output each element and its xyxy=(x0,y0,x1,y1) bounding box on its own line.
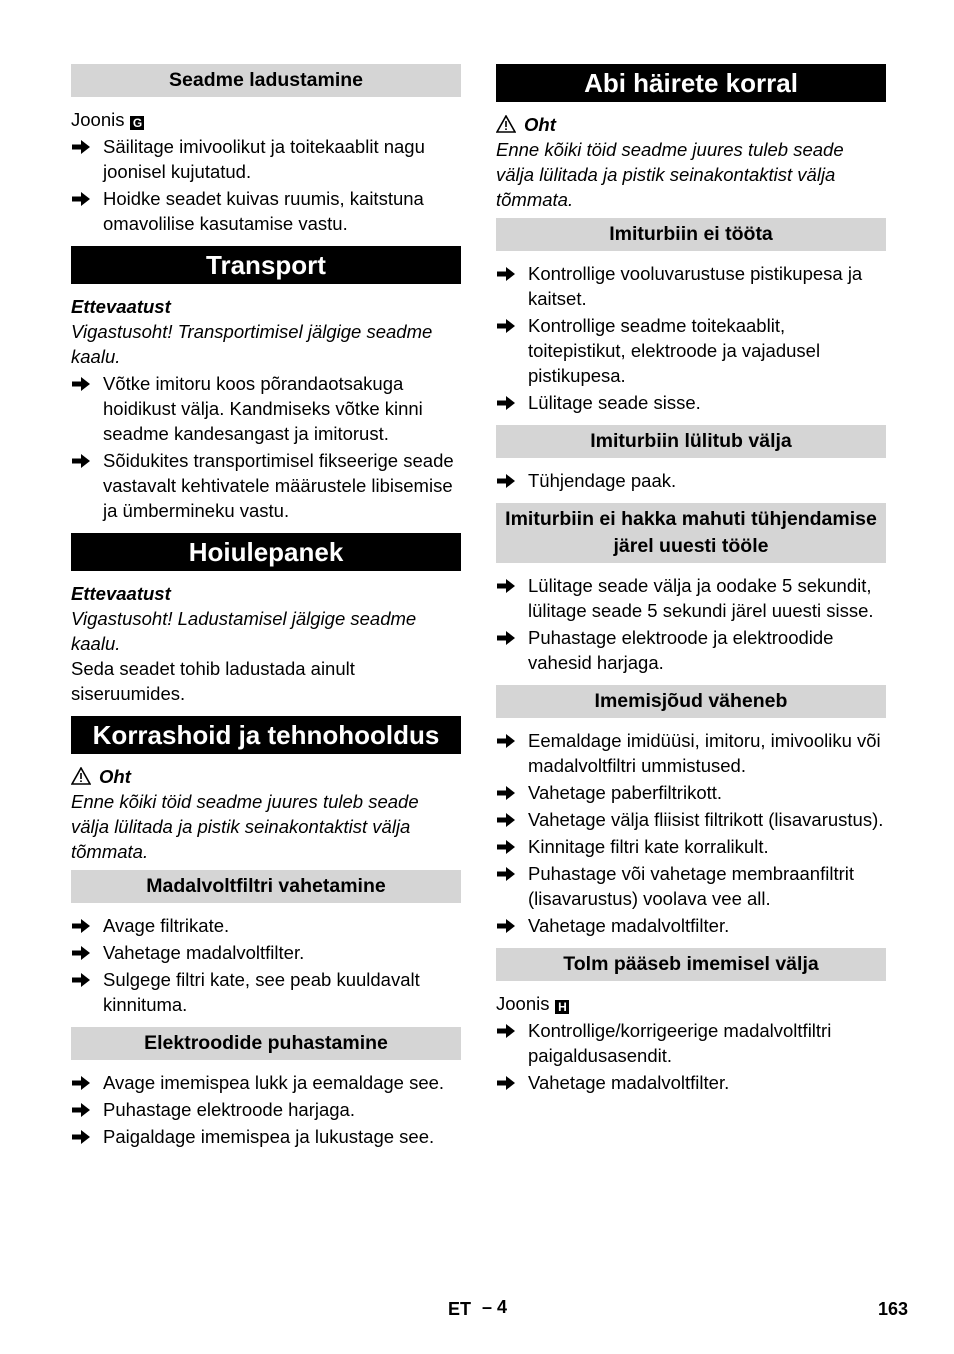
footer-language: ET xyxy=(448,1299,472,1319)
warning-triangle-icon xyxy=(71,767,91,785)
arrow-icon xyxy=(72,1076,90,1090)
list-item: Kontrollige vooluvarustuse pistikupesa ja kaitset. xyxy=(496,261,886,311)
arrow-icon xyxy=(72,1103,90,1117)
list-item: Kontrollige/korrigeerige madalvoltfiltri paigaldusasendit. xyxy=(496,1018,886,1068)
arrow-icon xyxy=(497,319,515,333)
arrow-icon xyxy=(72,1130,90,1144)
list-item: Säilitage imivoolikut ja toitekaablit nagu joonisel kujutatud. xyxy=(71,134,461,184)
danger-text: Enne kõiki töid seadme juures tuleb seade välja lülitada ja pistik seinakontaktist välja tõmmata. xyxy=(71,791,419,862)
arrow-icon xyxy=(72,919,90,933)
caution-text: Vigastusoht! Transportimisel jälgige seadme kaalu. xyxy=(71,321,433,367)
figure-h-label: H xyxy=(555,1000,569,1014)
caution-title: Ettevaatust xyxy=(71,583,171,604)
left-column xyxy=(71,64,461,1149)
list-item: Puhastage elektroode harjaga. xyxy=(71,1097,461,1122)
section-heading-storage-charging: Seadme ladustamine xyxy=(71,64,461,97)
list-item: Puhastage või vahetage membraanfiltrit (lisavarustus) voolava vee all. xyxy=(496,861,886,911)
list-item: Vahetage madalvoltfilter. xyxy=(496,1070,886,1095)
list-item: Puhastage elektroode ja elektroodide vahesid harjaga. xyxy=(496,625,886,675)
list-item: Vahetage madalvoltfilter. xyxy=(71,940,461,965)
page-number: 163 xyxy=(878,1299,909,1319)
arrow-icon xyxy=(497,840,515,854)
section-heading-not-working: Imiturbiin ei tööta xyxy=(496,218,886,251)
arrow-icon xyxy=(497,867,515,881)
arrow-icon xyxy=(497,579,515,593)
arrow-icon xyxy=(497,474,515,488)
list-item: Sulgege filtri kate, see peab kuuldavalt kinnituma. xyxy=(71,967,461,1017)
section-heading-no-restart: Imiturbiin ei hakka mahuti tühjendamise järel uuesti tööle xyxy=(496,503,886,563)
list-item: Hoidke seadet kuivas ruumis, kaitstuna omavolilise kasutamise vastu. xyxy=(71,186,461,236)
warning-triangle-icon xyxy=(496,115,516,133)
section-heading-suction-decreases: Imemisjõud väheneb xyxy=(496,685,886,718)
arrow-icon xyxy=(72,377,90,391)
arrow-icon xyxy=(497,734,515,748)
arrow-icon xyxy=(497,267,515,281)
figure-g-label: G xyxy=(130,116,144,130)
list-item: Paigaldage imemispea ja lukustage see. xyxy=(71,1124,461,1149)
arrow-icon xyxy=(497,919,515,933)
caution-title: Ettevaatust xyxy=(71,296,171,317)
list-item: Vahetage välja fliisist filtrikott (lisavarustus). xyxy=(496,807,886,832)
section-heading-filter-change: Madalvoltfiltri vahetamine xyxy=(71,870,461,903)
danger-title: Oht xyxy=(71,764,461,789)
right-column xyxy=(496,64,886,1095)
arrow-icon xyxy=(72,946,90,960)
arrow-icon xyxy=(72,192,90,206)
list-item: Lülitage seade sisse. xyxy=(496,390,886,415)
section-heading-dust-escapes: Tolm pääseb imemisel välja xyxy=(496,948,886,981)
caution-text: Vigastusoht! Ladustamisel jälgige seadme kaalu. xyxy=(71,608,417,654)
arrow-icon xyxy=(72,140,90,154)
list-item: Lülitage seade välja ja oodake 5 sekundit, lülitage seade 5 sekundi järel uuesti sisse. xyxy=(496,573,886,623)
list-item: Avage filtrikate. xyxy=(71,913,461,938)
list-item: Eemaldage imidüüsi, imitoru, imivooliku või madalvoltfiltri ummistused. xyxy=(496,728,886,778)
arrow-icon xyxy=(497,1076,515,1090)
storage-note: Seda seadet tohib ladustada ainult siseruumides. xyxy=(71,658,355,704)
arrow-icon xyxy=(72,454,90,468)
arrow-icon xyxy=(497,631,515,645)
figure-reference: Joonis H xyxy=(496,991,886,1016)
danger-title: Oht xyxy=(496,112,886,137)
list-item: Tühjendage paak. xyxy=(496,468,886,493)
list-item: Võtke imitoru koos põrandaotsakuga hoidikust välja. Kandmiseks võtke kinni seadme kandesangast ja imitorust. xyxy=(71,371,461,446)
arrow-icon xyxy=(497,396,515,410)
arrow-icon xyxy=(497,1024,515,1038)
section-heading-maintenance: Korrashoid ja tehnohooldus xyxy=(71,716,461,754)
section-heading-storage: Hoiulepanek xyxy=(71,533,461,571)
arrow-icon xyxy=(72,973,90,987)
danger-text: Enne kõiki töid seadme juures tuleb seade välja lülitada ja pistik seinakontaktist välja tõmmata. xyxy=(496,139,844,210)
list-item: Kontrollige seadme toitekaablit, toitepistikut, elektroode ja vajadusel pistikupesa. xyxy=(496,313,886,388)
section-heading-transport: Transport xyxy=(71,246,461,284)
figure-reference: Joonis G xyxy=(71,107,461,132)
list-item: Avage imemispea lukk ja eemaldage see. xyxy=(71,1070,461,1095)
list-item: Kinnitage filtri kate korralikult. xyxy=(496,834,886,859)
section-heading-electrode-cleaning: Elektroodide puhastamine xyxy=(71,1027,461,1060)
list-item: Vahetage madalvoltfilter. xyxy=(496,913,886,938)
section-heading-switches-off: Imiturbiin lülitub välja xyxy=(496,425,886,458)
section-heading-troubleshooting: Abi häirete korral xyxy=(496,64,886,102)
list-item: Vahetage paberfiltrikott. xyxy=(496,780,886,805)
list-item: Sõidukites transportimisel fikseerige seade vastavalt kehtivatele määrustele libisemise ja ümbermineku vastu. xyxy=(71,448,461,523)
arrow-icon xyxy=(497,813,515,827)
footer-section: – 4 xyxy=(482,1297,508,1317)
arrow-icon xyxy=(497,786,515,800)
